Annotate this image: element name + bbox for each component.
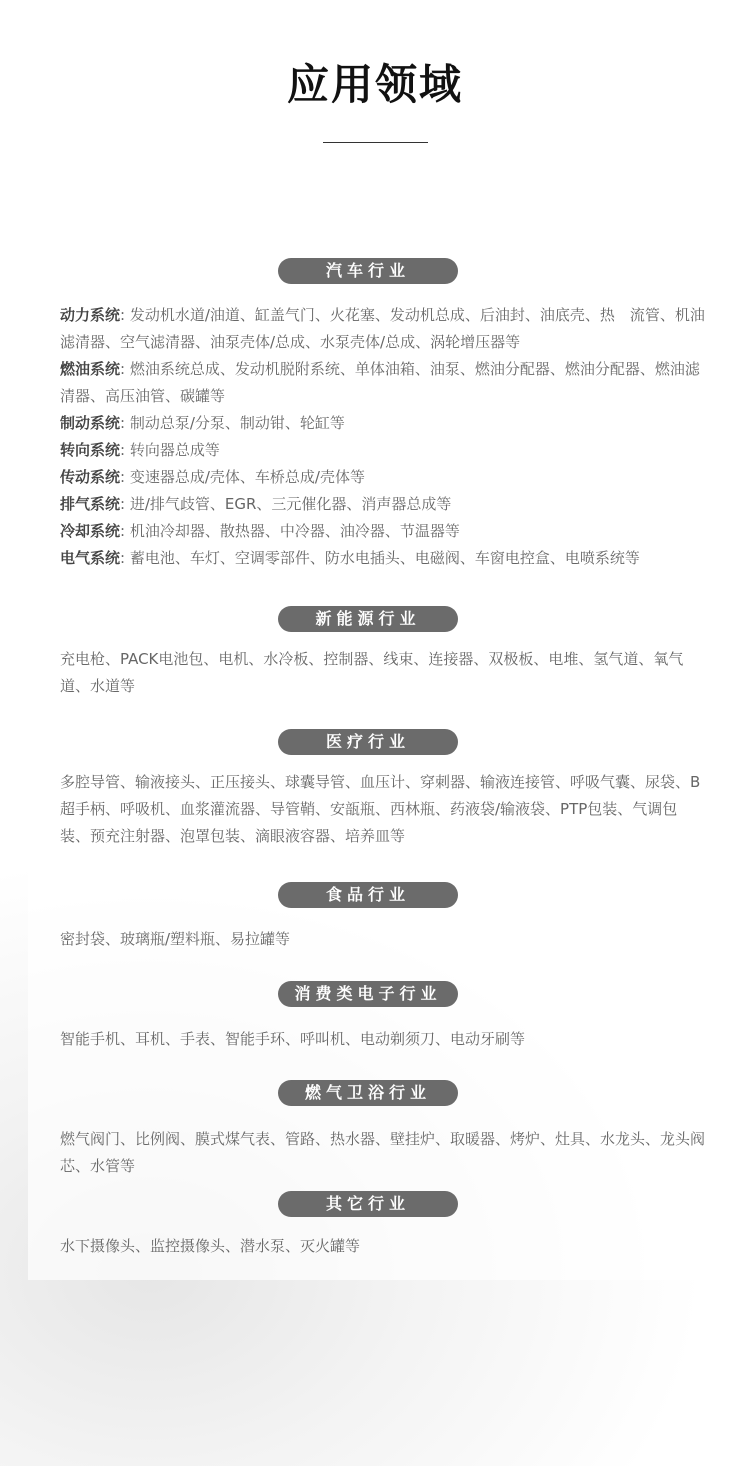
row-text: : 变速器总成/壳体、车桥总成/壳体等 xyxy=(120,468,365,486)
section-heading-medical: 医疗行业 xyxy=(278,729,458,755)
row-fuel xyxy=(60,356,705,410)
section-heading-gas-sanitary: 燃气卫浴行业 xyxy=(278,1080,458,1106)
gas-sanitary-text: 燃气阀门、比例阀、膜式煤气表、管路、热水器、壁挂炉、取暖器、烤炉、灶具、水龙头、龙头阀芯、水管等 xyxy=(60,1130,706,1175)
row-label: 排气系统 xyxy=(60,495,121,513)
row-label: 燃油系统 xyxy=(60,360,121,378)
consumer-electronics-text: 智能手机、耳机、手表、智能手环、呼叫机、电动剃须刀、电动牙刷等 xyxy=(60,1030,526,1048)
row-label: 动力系统 xyxy=(60,306,121,324)
row-electrical xyxy=(60,545,705,572)
section-heading-consumer-electronics: 消费类电子行业 xyxy=(278,981,458,1007)
row-text: : 机油冷却器、散热器、中冷器、油冷器、节温器等 xyxy=(120,522,460,540)
row-text: : 燃油系统总成、发动机脱附系统、单体油箱、油泵、燃油分配器、燃油分配器、燃油滤清器、高压油管、碳罐等 xyxy=(60,360,700,405)
page-title: 应用领域 xyxy=(286,60,463,109)
section-heading-new-energy: 新能源行业 xyxy=(278,606,458,632)
medical-text: 多腔导管、输液接头、正压接头、球囊导管、血压计、穿刺器、输液连接管、呼吸气囊、尿袋、B超手柄、呼吸机、血浆灌流器、导管鞘、安瓿瓶、西林瓶、药液袋/输液袋、PTP包装、气调包装、预充注射器、泡罩包装、滴眼液容器、培养皿等 xyxy=(60,773,701,845)
row-text: : 转向器总成等 xyxy=(120,441,220,459)
section-heading-automotive: 汽车行业 xyxy=(278,258,458,284)
food-text: 密封袋、玻璃瓶/塑料瓶、易拉罐等 xyxy=(60,930,291,948)
other-text: 水下摄像头、监控摄像头、潜水泵、灭火罐等 xyxy=(60,1237,361,1255)
row-text: : 制动总泵/分泵、制动钳、轮缸等 xyxy=(120,414,345,432)
row-label: 转向系统 xyxy=(60,441,121,459)
row-cooling xyxy=(60,518,705,545)
automotive-list xyxy=(60,302,705,572)
row-label: 制动系统 xyxy=(60,414,121,432)
row-text: : 进/排气歧管、EGR、三元催化器、消声器总成等 xyxy=(120,495,452,513)
row-exhaust xyxy=(60,491,705,518)
section-heading-food: 食品行业 xyxy=(278,882,458,908)
row-transmission xyxy=(60,464,705,491)
section-heading-other: 其它行业 xyxy=(278,1191,458,1217)
row-label: 电气系统 xyxy=(60,549,121,567)
row-label: 传动系统 xyxy=(60,468,121,486)
row-text: : 蓄电池、车灯、空调零部件、防水电插头、电磁阀、车窗电控盒、电喷系统等 xyxy=(120,549,640,567)
row-steering xyxy=(60,437,705,464)
new-energy-text: 充电枪、PACK电池包、电机、水冷板、控制器、线束、连接器、双极板、电堆、氢气道、氧气道、水道等 xyxy=(60,650,684,695)
title-divider xyxy=(323,142,428,143)
row-brake xyxy=(60,410,705,437)
row-power xyxy=(60,302,705,356)
row-text: : 发动机水道/油道、缸盖气门、火花塞、发动机总成、后油封、油底壳、热 流管、机油滤清器、空气滤清器、油泵壳体/总成、水泵壳体/总成、涡轮增压器等 xyxy=(60,306,705,351)
row-label: 冷却系统 xyxy=(60,522,121,540)
